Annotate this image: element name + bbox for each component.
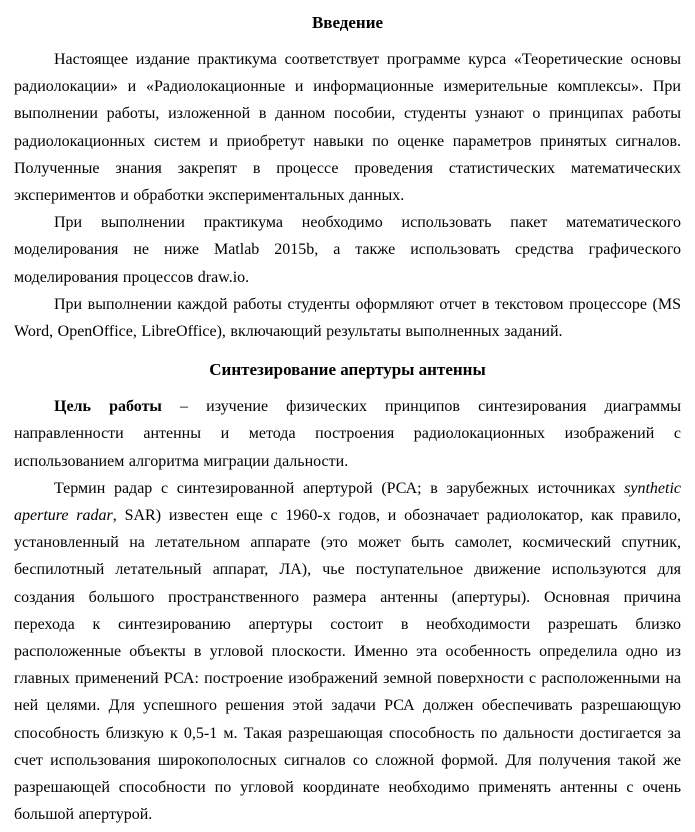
sar-term-italic: synthetic aperture radar xyxy=(14,479,681,525)
heading-aperture-synthesis: Синтезирование апертуры антенны xyxy=(209,360,486,380)
goal-text: – изучение физических принципов синтезирования диаграммы направленности антенны и метода построения радиолокационных изображений с использованием алгоритма миграции дальности. xyxy=(14,398,681,470)
heading-introduction: Введение xyxy=(311,13,384,32)
sar-text-part1: Термин радар с синтезированной апертурой (РСА; в зарубежных источниках xyxy=(54,479,625,497)
intro-paragraph-2: При выполнении практикума необходимо использовать пакет математического моделирования не ниже Matlab 2015b, а также использовать средства графического моделирования процессов draw.io. xyxy=(14,214,681,286)
goal-paragraph xyxy=(14,393,681,475)
goal-label: Цель работы xyxy=(54,398,162,416)
sar-text-part2: , SAR) известен еще с 1960-х годов, и обозначает радиолокатор, как правило, установленный на летательном аппарате (это может быть самолет, космический спутник, беспилотный летательный аппарат, ЛА), чье поступательное движение используются для создания большого пространственного размера антенны (апертуры). Основная причина перехода к синтезированию апертуры состоит в необходимости разрешать близко расположенные объекты в угловой плоскости. Именно эта особенность определила одно из главных применений РСА: построение изображений земной поверхности с расположенными на ней целями. Для успешного решения этой задачи РСА должен обеспечивать разрешающую способность близкую к 0,5-1 м. Такая разрешающая способность по дальности достигается за счет использования широкополосных сигналов со сложной формой. Для получения такой же разрешающей способности по угловой координате необходимо применять антенны с очень большой апертурой. xyxy=(14,507,681,824)
intro-paragraph-3: При выполнении каждой работы студенты оформляют отчет в текстовом процессоре (MS Word, OpenOffice, LibreOffice), включающий результаты выполненных заданий. xyxy=(14,295,681,341)
intro-paragraph-1: Настоящее издание практикума соответствует программе курса «Теоретические основы радиолокации» и «Радиолокационные и информационные измерительные комплексы». При выполнении работы, изложенной в данном пособии, студенты узнают о принципах работы радиолокационных систем и приобретут навыки по оценке параметров принятых сигналов. Полученные знания закрепят в процессе проведения статистических математических экспериментов и обработки экспериментальных данных. xyxy=(14,51,681,205)
sar-paragraph xyxy=(14,475,681,829)
